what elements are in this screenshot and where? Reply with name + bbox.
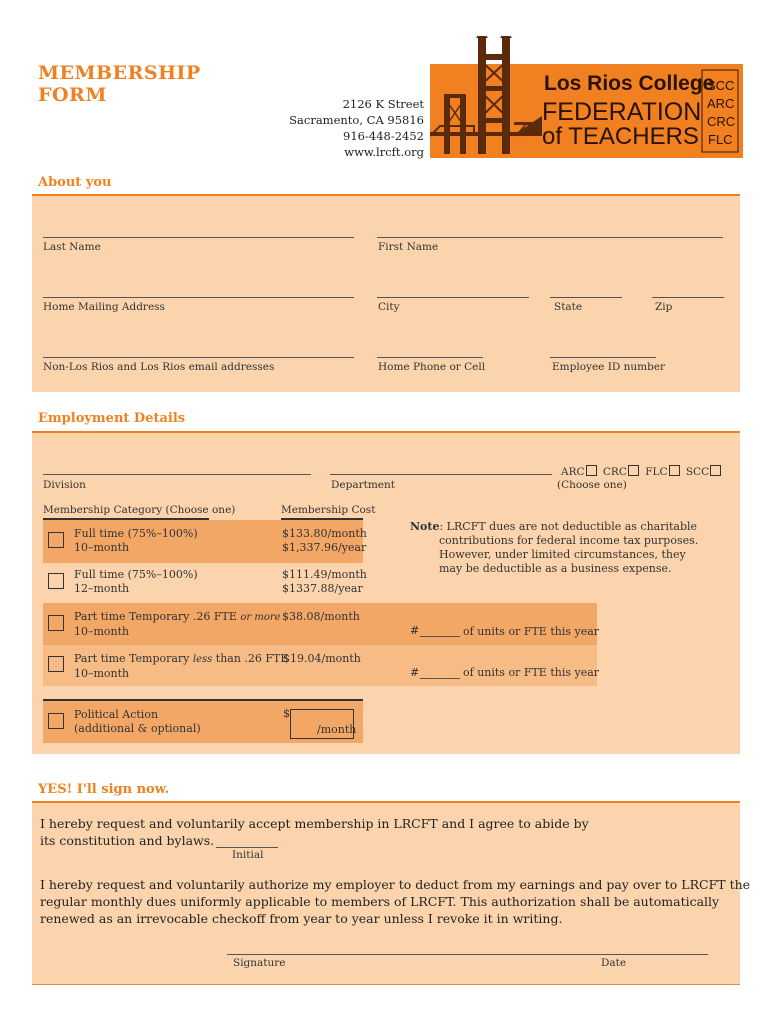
first-name-label: First Name xyxy=(378,241,439,253)
signature-label: Signature xyxy=(233,957,286,969)
full-time-10-month-option xyxy=(74,527,198,555)
full-time-10-month-checkbox[interactable] xyxy=(48,532,64,548)
department-input[interactable] xyxy=(330,474,552,475)
title-line-1: MEMBERSHIP xyxy=(38,62,201,84)
part-time-more-checkbox[interactable] xyxy=(48,615,64,631)
option-2-cost-month: $111.49/month xyxy=(282,568,367,581)
college-crc-checkbox[interactable] xyxy=(628,465,639,476)
option-1-cost xyxy=(282,527,367,555)
option-2-line-1: Full time (75%–100%) xyxy=(74,568,198,581)
phone-input[interactable] xyxy=(377,357,483,358)
political-action-option xyxy=(74,708,201,736)
option-4-cost: $19.04/month xyxy=(283,652,361,665)
note-line-4: may be deductible as a business expense. xyxy=(439,562,672,575)
email-input[interactable] xyxy=(43,357,354,358)
college-scc-checkbox[interactable] xyxy=(710,465,721,476)
membership-agreement xyxy=(40,815,589,849)
mailing-address-input[interactable] xyxy=(43,297,354,298)
note-line-1: : LRCFT dues are not deductible as charitable xyxy=(439,520,698,533)
part-time-less-checkbox[interactable] xyxy=(48,656,64,672)
authorization-line-3: renewed as an irrevocable checkoff from year to year unless I revoke it in writing. xyxy=(40,911,563,926)
employment-heading: Employment Details xyxy=(38,411,186,426)
first-name-input[interactable] xyxy=(377,237,723,238)
date-label: Date xyxy=(601,957,627,969)
political-line-1: Political Action xyxy=(74,708,159,721)
option-3-hash: # xyxy=(410,624,420,637)
city-input[interactable] xyxy=(377,297,529,298)
employee-id-input[interactable] xyxy=(550,357,656,358)
logo-college-crc: CRC xyxy=(707,114,736,129)
authorization-line-1: I hereby request and voluntarily authorize my employer to deduct from my earnings and pay over to LRCFT the xyxy=(40,877,751,892)
college-choices xyxy=(561,465,724,478)
political-per-month: /month xyxy=(317,723,357,736)
note-line-2: contributions for federal income tax purposes. xyxy=(439,534,699,547)
address-street: 2126 K Street xyxy=(342,97,424,111)
option-4-units-label: of units or FTE this year xyxy=(463,666,600,679)
federation-logo xyxy=(430,36,743,158)
state-input[interactable] xyxy=(550,297,622,298)
address-block xyxy=(289,96,424,160)
college-arc-checkbox[interactable] xyxy=(586,465,597,476)
political-line-2: (additional & optional) xyxy=(74,722,201,735)
dues-authorization xyxy=(40,876,750,927)
option-2-cost xyxy=(282,568,367,596)
college-flc-label: FLC xyxy=(645,466,668,478)
title-line-2: FORM xyxy=(38,84,107,106)
about-heading: About you xyxy=(38,175,112,190)
option-1-line-1: Full time (75%–100%) xyxy=(74,527,198,540)
college-crc-label: CRC xyxy=(602,466,627,478)
zip-label: Zip xyxy=(655,301,673,313)
phone-label: Home Phone or Cell xyxy=(378,361,486,373)
option-3-line-2: 10–month xyxy=(74,625,130,638)
option-2-cost-year: $1337.88/year xyxy=(282,582,363,595)
logo-line-3: of TEACHERS xyxy=(542,123,699,150)
initial-label: Initial xyxy=(232,849,264,861)
full-time-12-month-checkbox[interactable] xyxy=(48,573,64,589)
city-label: City xyxy=(378,301,400,313)
division-label: Division xyxy=(43,479,86,491)
last-name-label: Last Name xyxy=(43,241,101,253)
option-4-line-1c: than .26 FTE xyxy=(212,652,289,665)
option-1-cost-year: $1,337.96/year xyxy=(282,541,367,554)
zip-input[interactable] xyxy=(652,297,724,298)
full-time-12-month-option xyxy=(74,568,198,596)
address-city: Sacramento, CA 95816 xyxy=(289,113,424,127)
bottom-rule xyxy=(32,984,740,985)
option-3-or-more: or more xyxy=(240,612,281,623)
option-1-cost-month: $133.80/month xyxy=(282,527,367,540)
option-2-line-2: 12–month xyxy=(74,582,130,595)
deductibility-note xyxy=(410,520,698,576)
signature-input[interactable] xyxy=(227,954,708,955)
email-label: Non-Los Rios and Los Rios email addresses xyxy=(43,361,275,373)
address-website: www.lrcft.org xyxy=(344,145,424,159)
division-input[interactable] xyxy=(43,474,311,475)
choose-one-label: (Choose one) xyxy=(557,479,627,491)
last-name-input[interactable] xyxy=(43,237,354,238)
option-3-line-1a: Part time Temporary .26 FTE xyxy=(74,610,241,623)
political-action-checkbox[interactable] xyxy=(48,713,64,729)
state-label: State xyxy=(554,301,583,313)
logo-college-arc: ARC xyxy=(707,96,735,111)
option-3-units-input[interactable] xyxy=(420,636,460,637)
option-4-line-1a: Part time Temporary xyxy=(74,652,193,665)
option-4-line-2: 10–month xyxy=(74,667,130,680)
option-4-units-input[interactable] xyxy=(420,678,460,679)
option-1-line-2: 10–month xyxy=(74,541,130,554)
form-title xyxy=(38,62,201,106)
cost-header: Membership Cost xyxy=(281,504,376,516)
part-time-less-option xyxy=(74,652,288,681)
political-dollar: $ xyxy=(283,707,290,720)
logo-college-flc: FLC xyxy=(708,132,733,147)
mailing-address-label: Home Mailing Address xyxy=(43,301,165,313)
logo-line-2: FEDERATION xyxy=(542,98,702,126)
department-label: Department xyxy=(331,479,396,491)
option-4-less: less xyxy=(192,654,213,665)
college-flc-checkbox[interactable] xyxy=(669,465,680,476)
college-arc-label: ARC xyxy=(561,466,585,478)
sign-heading: YES! I'll sign now. xyxy=(38,782,170,797)
logo-line-1: Los Rios College xyxy=(544,72,715,95)
authorization-line-2: regular monthly dues uniformly applicable to members of LRCFT. This authorization shall be automatically xyxy=(40,894,720,909)
note-line-3: However, under limited circumstances, they xyxy=(439,548,686,561)
note-label: Note xyxy=(410,520,440,533)
address-phone: 916-448-2452 xyxy=(343,129,424,143)
agreement-line-1: I hereby request and voluntarily accept membership in LRCFT and I agree to abide by xyxy=(40,816,589,831)
logo-college-scc: SCC xyxy=(707,78,735,93)
option-3-cost: $38.08/month xyxy=(282,610,360,623)
college-scc-label: SCC xyxy=(685,466,710,478)
option-3-units-label: of units or FTE this year xyxy=(463,625,600,638)
agreement-line-2: its constitution and bylaws. xyxy=(40,833,215,848)
option-4-hash: # xyxy=(410,666,420,679)
part-time-more-option xyxy=(74,610,281,639)
initial-input[interactable] xyxy=(216,847,278,848)
employee-id-label: Employee ID number xyxy=(552,361,666,373)
category-header: Membership Category (Choose one) xyxy=(43,504,236,516)
